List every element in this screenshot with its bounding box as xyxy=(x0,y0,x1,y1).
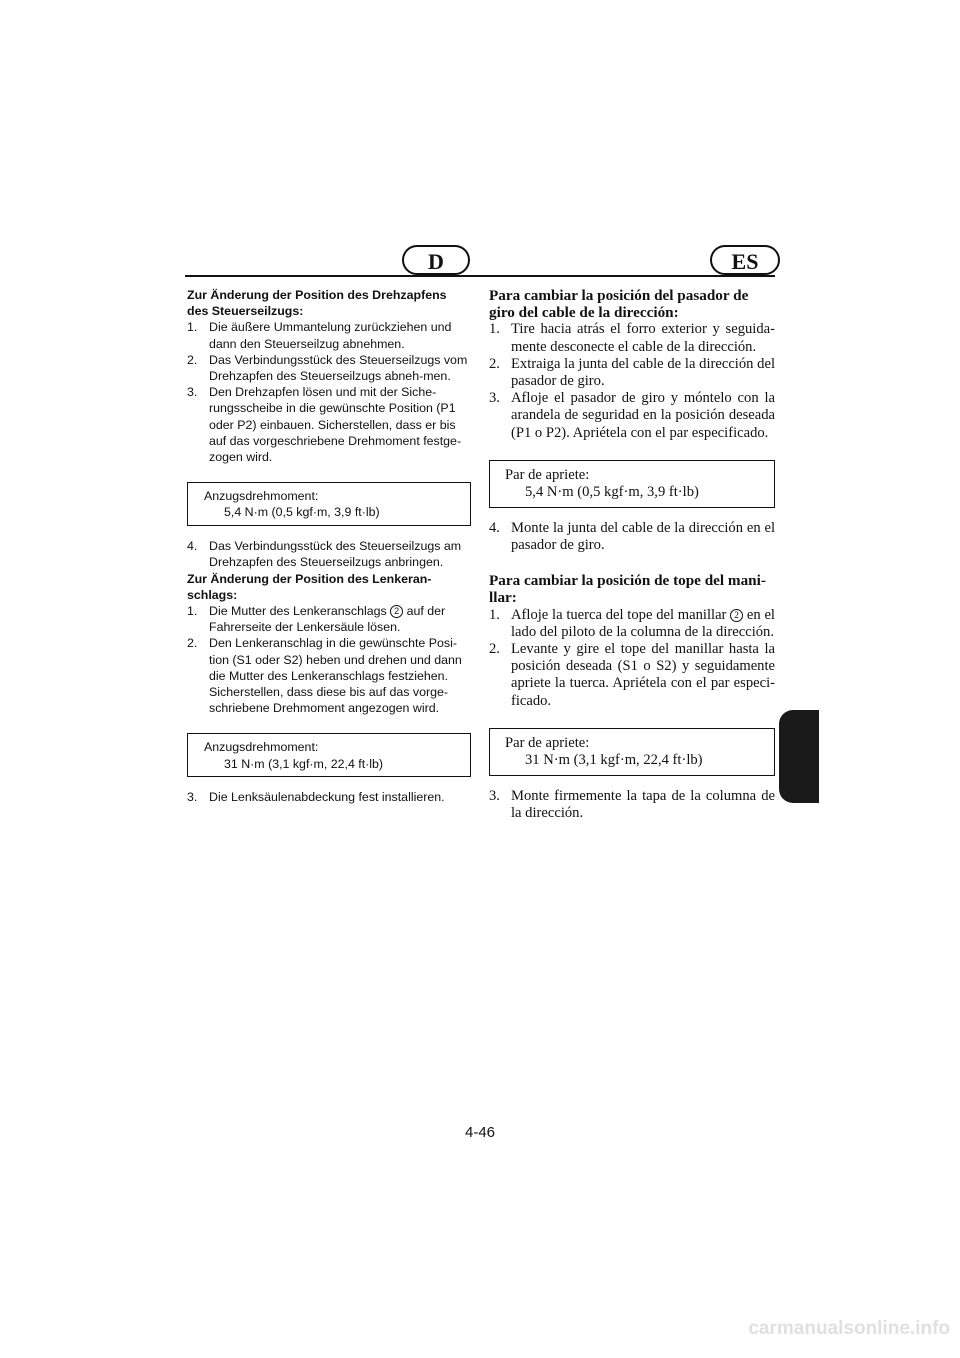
step-list xyxy=(187,319,471,465)
list-item: 3. Afloje el pasador de giro y móntelo con la arandela de seguridad en la posición deseada (P1 o P2). Apriételа con el par especificado. xyxy=(489,390,775,441)
spanish-column xyxy=(489,287,775,822)
list-item: 1. Die Mutter des Lenkeranschlags 2 auf der Fahrerseite der Lenkersäule lösen. xyxy=(187,604,446,635)
torque-spec-box xyxy=(489,460,775,508)
torque-spec-box xyxy=(187,733,471,777)
list-item: 1. Tire hacia atrás el forro exterior y seguida-mente desconecte el cable de la dirección. xyxy=(489,321,775,355)
watermark: carmanualsonline.info xyxy=(748,1318,950,1339)
section-heading: Zur Änderung der Position des Lenkeran-schlags: xyxy=(187,571,432,602)
section-heading: Zur Änderung der Position des Drehzapfens des Steuerseilzugs: xyxy=(187,288,447,319)
list-item: 2. Levante y gire el tope del manillar hasta la posición deseada (S1 o S2) y seguidamente apriete la tuerca. Apriételа con el par especi-ficado. xyxy=(489,641,775,709)
section-heading: Para cambiar la posición de tope del mani-llar: xyxy=(489,572,766,607)
torque-spec-box xyxy=(489,728,775,776)
section-heading: Para cambiar la posición del pasador de giro del cable de la dirección: xyxy=(489,287,749,322)
step-list xyxy=(489,607,775,710)
list-item: 3. Den Drehzapfen lösen und mit der Siche-rungsscheibe in die gewünschte Position (P1 oder P2) einbauen. Sicherstellen, dass er bis auf das vorgeschriebene Drehmoment festge-zogen wird. xyxy=(187,385,462,465)
page-number: 4-46 xyxy=(464,1124,496,1141)
torque-value: 5,4 N·m (0,5 kgf·m, 3,9 ft·lb) xyxy=(525,484,699,501)
torque-spec-box xyxy=(187,482,471,526)
list-item: 1. Die äußere Ummantelung zurückziehen und dann den Steuerseilzug abnehmen. xyxy=(187,320,452,351)
callout-marker: 2 xyxy=(390,605,403,618)
callout-marker: 2 xyxy=(730,609,743,622)
step-list xyxy=(187,538,471,570)
step-list xyxy=(489,788,775,822)
torque-value: 31 N·m (3,1 kgf·m, 22,4 ft·lb) xyxy=(224,756,384,771)
torque-label: Par de apriete: xyxy=(505,466,590,483)
list-item: 2. Das Verbindungsstück des Steuerseilzugs vom Drehzapfen des Steuerseilzugs abneh-men. xyxy=(187,352,468,384)
step-list xyxy=(489,520,775,554)
step-list xyxy=(187,603,471,716)
list-item: 3. Monte firmemente la tapa de la columna de la dirección. xyxy=(489,787,775,822)
list-item: 4. Monte la junta del cable de la dirección en el pasador de giro. xyxy=(489,519,775,554)
step-list xyxy=(489,321,775,441)
list-item: 2. Den Lenkeranschlag in die gewünschte Posi-tion (S1 oder S2) heben und drehen und dann die Mutter des Lenkeranschlags festziehen. Sicherstellen, dass diese bis auf das vorge-schriebene Drehmoment angezogen wird. xyxy=(187,636,462,716)
list-item: 3. Die Lenksäulenabdeckung fest installieren. xyxy=(187,790,445,805)
german-column xyxy=(187,287,471,806)
lang-badge-de: D xyxy=(402,245,470,275)
list-item: 1. Afloje la tuerca del tope del manillar 2 en el lado del piloto de la columna de la dirección. xyxy=(489,606,775,640)
lang-badge-es: ES xyxy=(710,245,780,275)
section-tab xyxy=(779,710,819,803)
header-rule xyxy=(185,275,775,277)
torque-value: 5,4 N·m (0,5 kgf·m, 3,9 ft·lb) xyxy=(224,505,380,520)
torque-label: Anzugsdrehmoment: xyxy=(204,489,319,504)
list-item: 4. Das Verbindungsstück des Steuerseilzugs am Drehzapfen des Steuerseilzugs anbringen. xyxy=(187,539,462,570)
torque-label: Par de apriete: xyxy=(505,734,590,751)
torque-label: Anzugsdrehmoment: xyxy=(204,740,319,755)
list-item: 2. Extraiga la junta del cable de la dirección del pasador de giro. xyxy=(489,355,775,390)
torque-value: 31 N·m (3,1 kgf·m, 22,4 ft·lb) xyxy=(525,752,703,769)
step-list xyxy=(187,789,471,805)
